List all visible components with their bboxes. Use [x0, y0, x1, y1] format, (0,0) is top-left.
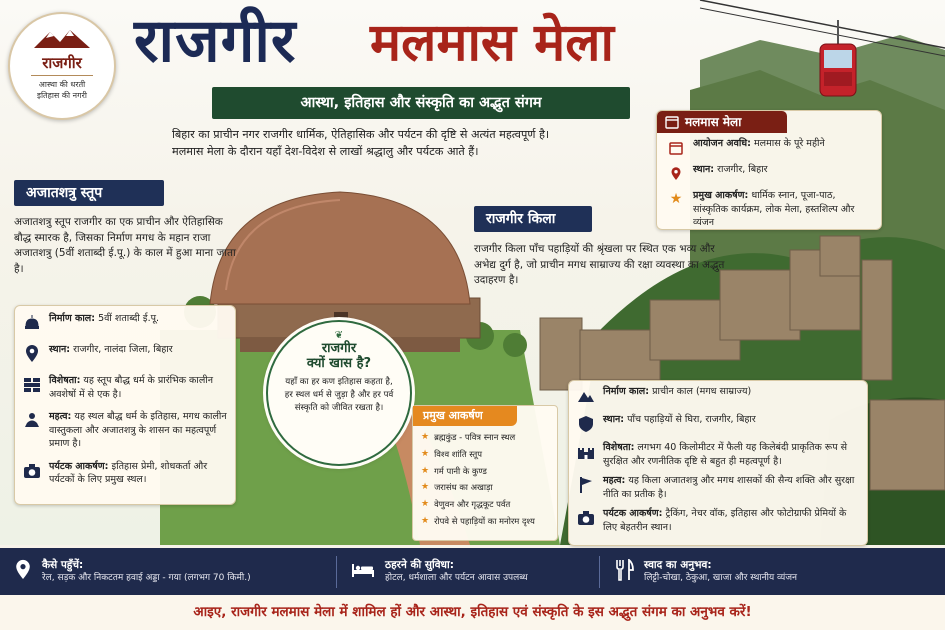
ropeway-cabin [820, 20, 856, 96]
ajata-importance-value: यह स्थल बौद्ध धर्म के इतिहास, मगध कालीन वास्तुकला और अजातशत्रु के शासन का महत्वपूर्ण प्रमाण है। [49, 411, 227, 449]
kila-tourist-key: पर्यटक आकर्षण: [603, 508, 663, 519]
why-special-circle [266, 320, 412, 466]
list-item [421, 513, 553, 530]
location-pin-icon [21, 343, 43, 365]
ajata-row-tourist [21, 460, 229, 487]
attraction-text: रोपवे से पहाड़ियों का मनोरम दृश्य [434, 515, 535, 526]
mela-duration-key: आयोजन अवधि: [693, 138, 751, 149]
location-pin-icon [14, 559, 32, 585]
how-to-reach [0, 548, 336, 595]
shield-icon [575, 413, 597, 435]
stupa-icon [21, 312, 43, 334]
attraction-text: गर्म पानी के कुण्ड [434, 465, 487, 476]
stay-facility [337, 548, 599, 595]
mela-row-duration [665, 137, 873, 159]
intro-paragraph: बिहार का प्राचीन नगर राजगीर धार्मिक, ऐतिहासिक और पर्यटन की दृष्टि से अत्यंत महत्वपूर्ण है। मलमास मेला के दौरान यहाँ देश-विदेश से लाखों श्रद्धालु और पर्यटक आते हैं। [172, 128, 550, 158]
list-item [421, 479, 553, 496]
star-icon: ★ [669, 191, 683, 208]
kila-row-feature [575, 441, 861, 468]
star-icon: ★ [421, 515, 430, 526]
why-text: यहाँ का हर कण इतिहास कहता है, हर स्थल धर्म से जुड़ा है और हर पर्व संस्कृति को जीवित रखता है। [284, 377, 394, 413]
kila-row-period [575, 385, 861, 407]
logo-tagline-1: आस्था की धरती [38, 80, 86, 89]
bed-icon [351, 562, 375, 582]
attractions-list [413, 426, 557, 530]
attraction-text: ब्रह्मकुंड - पवित्र स्नान स्थल [434, 432, 516, 442]
kila-feature-value: लगभग 40 किलोमीटर में फैली यह किलेबंदी प्राकृतिक रूप से सुरक्षित और रणनीतिक दृष्टि से बहुत ही महत्वपूर्ण है। [603, 442, 848, 467]
star-icon: ★ [421, 432, 430, 442]
ajata-importance-key: महत्व: [49, 411, 72, 422]
rajgir-fort-description: राजगीर किला पाँच पहाड़ियों की श्रृंखला पर स्थित एक भव्य और अभेद्य दुर्ग है, जो प्राचीन मगध साम्राज्य की रक्षा व्यवस्था का अद्भुत उदाहरण है। [474, 243, 725, 286]
mela-duration-value: मलमास के पूरे महीने [750, 138, 825, 149]
ajata-location-value: राजगीर, नालंदा जिला, बिहार [70, 344, 173, 355]
reach-title: कैसे पहुँचें: [42, 559, 84, 571]
kila-row-location [575, 413, 861, 435]
kila-tourist-value: ट्रैकिंग, नेचर वॉक, इतिहास और फोटोग्राफी प्रेमियों के लिए बेहतरीन स्थान। [603, 508, 847, 533]
kila-location-value: पाँच पहाड़ियों से घिरा, राजगीर, बिहार [624, 414, 756, 425]
mela-attraction-key: प्रमुख आकर्षण: [693, 190, 749, 201]
mela-heading: मलमास मेला [685, 115, 742, 129]
ropeway-cable [700, 0, 945, 48]
why-heading-1: राजगीर [321, 341, 357, 356]
ajata-row-period [21, 312, 229, 334]
mountain-logo-icon [32, 28, 92, 50]
ajatashatru-description: अजातशत्रु स्तूप राजगीर का एक प्राचीन और ऐतिहासिक बौद्ध स्मारक है, जिसका निर्माण मगध के महान राजा अजातशत्रु (5वीं शताब्दी ई.पू.) के काल में हुआ माना जाता है। [14, 216, 236, 275]
rajgir-fort-info-card [568, 380, 868, 546]
flag-icon [575, 474, 597, 496]
attraction-text: जरासंध का अखाड़ा [434, 482, 493, 493]
bricks-icon [21, 374, 43, 396]
ajata-row-importance [21, 410, 229, 451]
kila-row-tourist [575, 507, 861, 534]
why-heading-2: क्यों खास है? [306, 356, 372, 371]
kila-period-key: निर्माण काल: [603, 386, 650, 397]
kila-importance-key: महत्व: [603, 475, 626, 486]
star-icon: ★ [421, 499, 430, 510]
mountain-icon [575, 385, 597, 407]
mela-card-header [657, 111, 787, 133]
list-item [421, 429, 553, 446]
list-item [421, 463, 553, 480]
ajata-feature-value: यह स्तूप बौद्ध धर्म के प्रारंभिक कालीन अवशेषों में से एक है। [49, 375, 213, 400]
fork-knife-icon [614, 559, 634, 585]
mela-attraction-value: धार्मिक स्नान, पूजा-पाठ, सांस्कृतिक कार्यक्रम, लोक मेला, हस्तशिल्प और व्यंजन [693, 190, 855, 228]
stay-title: ठहरने की सुविधा: [385, 559, 454, 571]
stay-text: होटल, धर्मशाला और पर्यटन आवास उपलब्ध [385, 573, 528, 583]
kila-feature-key: विशेषता: [603, 442, 635, 453]
list-item [421, 446, 553, 463]
taste-experience [600, 548, 930, 595]
attraction-text: विश्व शांति स्तूप [434, 448, 483, 459]
camera-icon [575, 507, 597, 529]
logo-name: राजगीर [42, 54, 82, 72]
ajata-row-feature [21, 374, 229, 401]
kila-row-importance [575, 474, 861, 501]
food-title: स्वाद का अनुभव: [644, 559, 712, 571]
mela-location-key: स्थान: [693, 164, 715, 175]
food-text: लिट्टी-चोखा, ठेकुआ, खाजा और स्थानीय व्यंजन [644, 573, 798, 583]
attractions-heading: प्रमुख आकर्षण [413, 406, 517, 426]
camera-icon [21, 460, 43, 482]
ajata-location-key: स्थान: [49, 344, 71, 355]
ajata-tourist-key: पर्यटक आकर्षण: [49, 460, 109, 472]
ajata-feature-key: विशेषता: [49, 375, 81, 386]
prominent-attractions-card [412, 405, 558, 541]
kila-location-key: स्थान: [603, 414, 625, 425]
ajata-row-location [21, 343, 229, 365]
kila-importance-value: यह किला अजातशत्रु और मगध शासकों की सैन्य शक्ति और सुरक्षा नीति का प्रतीक है। [603, 475, 855, 500]
title-rajgir: राजगीर [134, 6, 297, 76]
ajatashatru-stupa-label: अजातशत्रु स्तूप [14, 180, 164, 206]
subtitle-banner: आस्था, इतिहास और संस्कृति का अद्भुत संगम [212, 87, 630, 119]
star-icon: ★ [421, 448, 430, 459]
ornament-icon: ❦ [334, 330, 344, 341]
calendar-icon [665, 115, 679, 129]
logo-divider [31, 75, 93, 76]
rajgir-fort-label: राजगीर किला [474, 206, 592, 232]
mela-location-value: राजगीर, बिहार [714, 164, 768, 175]
mela-row-location [665, 163, 873, 185]
ajata-period-key: निर्माण काल: [49, 313, 96, 324]
ajata-tourist-value: इतिहास प्रेमी, शोधकर्ता और पर्यटकों के लिए प्रमुख स्थल। [49, 460, 208, 485]
title-malmas-mela: मलमास मेला [370, 13, 614, 73]
ajatashatru-info-card [14, 305, 236, 505]
footer-call-to-action: आइए, राजगीर मलमास मेला में शामिल हों और आस्था, इतिहास एवं संस्कृति के इस अद्भुत संगम का अनुभव करें! [0, 595, 945, 630]
logo-tagline-2: इतिहास की नगरी [37, 91, 87, 100]
star-icon: ★ [421, 465, 430, 476]
kila-period-value: प्राचीन काल (मगध साम्राज्य) [649, 386, 752, 397]
location-pin-icon [665, 163, 687, 185]
mela-row-attraction [665, 189, 873, 230]
calendar-icon [665, 137, 687, 159]
list-item [421, 496, 553, 513]
bottom-info-bar [0, 548, 945, 595]
ajata-period-value: 5वीं शताब्दी ई.पू. [95, 313, 160, 324]
attraction-text: वेणुवन और गृद्धकूट पर्वत [434, 499, 511, 510]
logo-badge [8, 12, 116, 120]
fort-icon [575, 441, 597, 463]
malmas-mela-card [656, 110, 882, 230]
meditation-icon [21, 410, 43, 432]
reach-text: रेल, सड़क और निकटतम हवाई अड्डा - गया (लगभग 70 किमी.) [42, 573, 251, 583]
star-icon: ★ [421, 482, 430, 493]
